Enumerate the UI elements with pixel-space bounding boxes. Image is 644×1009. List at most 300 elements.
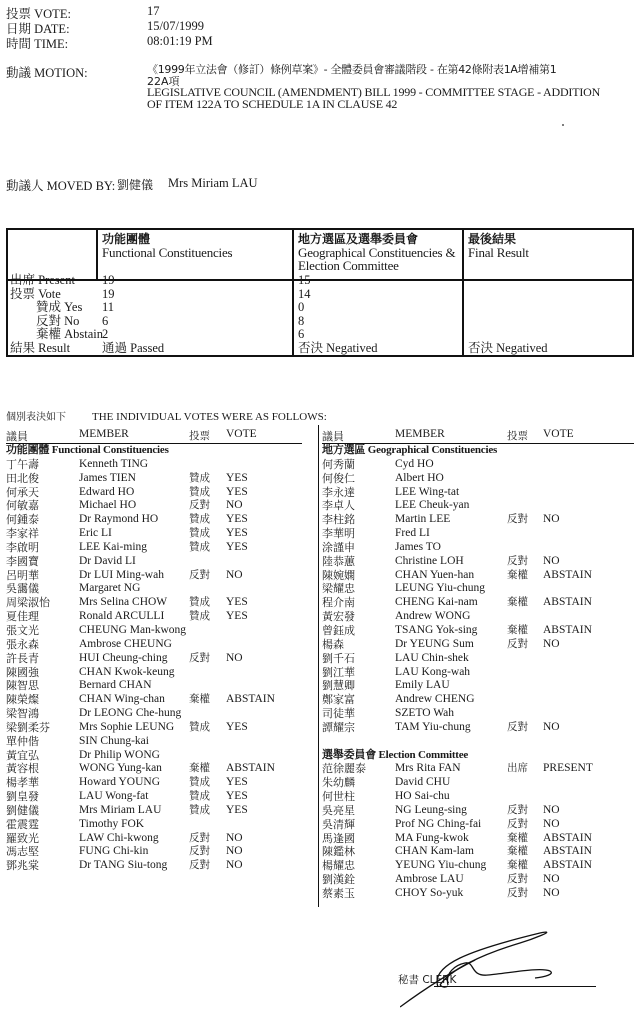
member-row <box>322 472 634 486</box>
member-name-en: Andrew CHENG <box>395 693 475 706</box>
member-name-zh: 何承天 <box>6 485 39 499</box>
vote-en: NO <box>543 873 560 886</box>
col-geographical-en2: Election Committee <box>298 258 399 273</box>
member-row <box>6 458 302 472</box>
vote-zh: 贊成 <box>189 776 210 789</box>
vote-zh: 反對 <box>507 873 528 886</box>
label-abstain: 棄權 Abstain <box>36 327 104 342</box>
vote-zh: 出席 <box>507 762 528 775</box>
member-row <box>322 707 634 721</box>
member-name-zh: 李卓人 <box>322 499 355 513</box>
member-name-en: Dr Philip WONG <box>79 748 160 761</box>
member-name-en: CHEUNG Man-kwong <box>79 623 187 636</box>
fc-vote: 19 <box>102 286 115 301</box>
member-name-zh: 羅致光 <box>6 831 39 845</box>
vote-zh: 反對 <box>507 887 528 899</box>
member-row <box>322 845 634 859</box>
fc-present: 19 <box>102 273 115 287</box>
member-name-zh: 曾鈺成 <box>322 623 355 637</box>
member-name-en: Ambrose CHEUNG <box>79 637 172 650</box>
member-name-zh: 呂明華 <box>6 568 39 582</box>
member-name-en: MA Fung-kwok <box>395 831 469 844</box>
member-name-zh: 陳鑑林 <box>322 845 355 859</box>
vote-en: YES <box>226 720 248 733</box>
member-name-zh: 何世柱 <box>322 790 355 804</box>
column-header <box>322 428 634 444</box>
member-row <box>6 624 302 638</box>
vote-en: PRESENT <box>543 762 593 775</box>
label-no: 反對 No <box>36 313 80 328</box>
col-geographical-zh: 地方選區及選舉委員會 <box>298 232 419 246</box>
summary-divider <box>462 230 464 355</box>
member-name-zh: 朱幼麟 <box>322 776 355 790</box>
member-row <box>6 527 302 541</box>
member-name-zh: 范徐麗泰 <box>322 762 366 776</box>
vote-zh: 棄權 <box>507 859 528 872</box>
vote-en: NO <box>543 803 560 816</box>
vote-en: YES <box>226 790 248 803</box>
member-name-en: LAU Kong-wah <box>395 665 471 678</box>
member-name-zh: 馮志堅 <box>6 845 39 859</box>
moved-by-en: Mrs Miriam LAU <box>168 176 258 190</box>
member-name-en: WONG Yung-kan <box>79 762 162 775</box>
member-name-zh: 劉江華 <box>322 665 355 679</box>
member-name-en: LEUNG Yiu-chung <box>395 582 485 595</box>
member-name-zh: 司徒華 <box>322 707 355 721</box>
fc-abstain: 2 <box>102 327 109 342</box>
vote-en-header: VOTE <box>226 428 257 440</box>
member-name-zh: 楊耀忠 <box>322 859 355 873</box>
member-row <box>322 527 634 541</box>
member-row <box>322 790 634 804</box>
geographical-column <box>322 428 634 901</box>
vote-en: ABSTAIN <box>226 762 275 775</box>
member-name-en: CHAN Wing-chan <box>79 693 165 706</box>
member-name-zh: 楊森 <box>322 637 344 651</box>
vote-en: NO <box>543 637 560 650</box>
member-name-en: Fred LI <box>395 527 430 540</box>
vote-zh: 反對 <box>507 720 528 733</box>
vote-en: NO <box>543 554 560 567</box>
member-row <box>6 762 302 776</box>
member-name-zh: 何鍾泰 <box>6 513 39 527</box>
time-label: 時間 TIME: <box>6 37 69 51</box>
motion-text <box>147 64 637 110</box>
vote-number: 17 <box>147 4 160 18</box>
vote-en: ABSTAIN <box>543 831 592 844</box>
member-row <box>6 804 302 818</box>
member-row <box>6 582 302 596</box>
member-name-zh: 張文光 <box>6 623 39 637</box>
member-name-en: HUI Cheung-ching <box>79 651 168 664</box>
member-en-header: MEMBER <box>79 428 129 440</box>
vote-en: YES <box>226 610 248 623</box>
vote-zh: 棄權 <box>507 596 528 609</box>
member-name-en: Eric LI <box>79 527 112 540</box>
member-row <box>6 610 302 624</box>
member-row <box>322 499 634 513</box>
member-name-en: Edward HO <box>79 485 135 498</box>
col-final <box>468 233 529 259</box>
member-name-en: Margaret NG <box>79 582 141 595</box>
member-name-zh: 楊孝華 <box>6 776 39 790</box>
vote-zh: 贊成 <box>189 596 210 609</box>
member-name-en: Mrs Selina CHOW <box>79 596 168 609</box>
motion-en-line1: LEGISLATIVE COUNCIL (AMENDMENT) BILL 1999 - COMMITTEE STAGE - ADDITION <box>147 85 601 99</box>
vote-zh: 贊成 <box>189 527 210 540</box>
group-heading-geographical: 地方選區 Geographical Constituencies <box>322 444 498 456</box>
member-name-zh: 程介南 <box>322 596 355 610</box>
vote-en: YES <box>226 776 248 789</box>
column-separator <box>318 425 319 907</box>
member-name-zh: 李柱銘 <box>322 513 355 527</box>
vote-zh: 反對 <box>189 651 210 664</box>
member-name-zh: 黃宏發 <box>322 610 355 624</box>
member-name-zh: 劉健儀 <box>6 803 39 817</box>
member-name-en: Timothy FOK <box>79 817 145 830</box>
gc-no: 8 <box>298 313 305 328</box>
vote-zh: 反對 <box>507 817 528 830</box>
member-row <box>322 832 634 846</box>
row-labels <box>10 274 103 356</box>
functional-column <box>6 428 302 873</box>
member-row <box>6 638 302 652</box>
member-name-en: HO Sai-chu <box>395 790 450 803</box>
member-row <box>6 693 302 707</box>
member-row <box>322 818 634 832</box>
member-name-en: SIN Chung-kai <box>79 734 149 747</box>
member-row <box>322 652 634 666</box>
member-name-zh: 何敏嘉 <box>6 499 39 513</box>
member-name-zh: 吳亮星 <box>322 803 355 817</box>
vote-en: ABSTAIN <box>226 693 275 706</box>
member-name-zh: 李國寶 <box>6 554 39 568</box>
member-row <box>322 679 634 693</box>
member-name-en: LAU Chin-shek <box>395 651 469 664</box>
member-name-zh: 黃容根 <box>6 762 39 776</box>
vote-zh: 反對 <box>189 859 210 872</box>
vote-zh: 反對 <box>507 637 528 650</box>
member-row <box>322 776 634 790</box>
member-name-zh: 陳婉嫻 <box>322 568 355 582</box>
date-value: 15/07/1999 <box>147 19 204 33</box>
individual-heading-en: THE INDIVIDUAL VOTES WERE AS FOLLOWS: <box>92 411 327 423</box>
vote-zh: 反對 <box>189 568 210 581</box>
date-label: 日期 DATE: <box>6 22 70 36</box>
member-row <box>322 762 634 776</box>
member-name-zh: 何秀蘭 <box>322 457 355 471</box>
vote-en: YES <box>226 596 248 609</box>
member-name-zh: 張永森 <box>6 637 39 651</box>
member-zh-header: 議員 <box>6 430 28 443</box>
vote-en: NO <box>543 513 560 526</box>
col-functional-en: Functional Constituencies <box>102 245 233 260</box>
vote-zh: 贊成 <box>189 513 210 526</box>
member-name-en: Dr LEONG Che-hung <box>79 707 182 720</box>
member-name-zh: 陳國強 <box>6 665 39 679</box>
member-name-en: Dr TANG Siu-tong <box>79 859 168 872</box>
member-row <box>322 859 634 873</box>
member-name-zh: 陳智思 <box>6 679 39 693</box>
member-name-zh: 周梁淑怡 <box>6 596 50 610</box>
member-name-en: Mrs Rita FAN <box>395 762 461 775</box>
member-name-en: FUNG Chi-kin <box>79 845 149 858</box>
vote-zh: 反對 <box>189 499 210 512</box>
vote-en: NO <box>226 845 243 858</box>
member-row <box>6 652 302 666</box>
vote-en: ABSTAIN <box>543 596 592 609</box>
motion-zh-line2: 22A項 <box>147 74 180 88</box>
scan-speck <box>562 124 564 126</box>
member-row <box>322 624 634 638</box>
vote-zh: 贊成 <box>189 803 210 816</box>
member-name-zh: 鄭家富 <box>322 693 355 707</box>
member-name-en: LEE Kai-ming <box>79 540 148 553</box>
member-name-en: Bernard CHAN <box>79 679 152 692</box>
member-name-en: TAM Yiu-chung <box>395 720 471 733</box>
member-row <box>6 735 302 749</box>
member-name-en: CHAN Yuen-han <box>395 568 475 581</box>
vote-en: NO <box>543 720 560 733</box>
vote-en: NO <box>226 651 243 664</box>
member-row <box>322 693 634 707</box>
member-name-zh: 霍震霆 <box>6 817 39 831</box>
time-value: 08:01:19 PM <box>147 34 213 48</box>
member-row <box>6 555 302 569</box>
member-en-header: MEMBER <box>395 428 445 440</box>
member-name-en: NG Leung-sing <box>395 803 467 816</box>
member-row <box>322 486 634 500</box>
vote-en: YES <box>226 471 248 484</box>
member-name-en: Dr LUI Ming-wah <box>79 568 164 581</box>
member-name-zh: 許長青 <box>6 651 39 665</box>
member-name-zh: 馬逢國 <box>322 831 355 845</box>
member-name-en: CHOY So-yuk <box>395 887 464 899</box>
member-row <box>6 569 302 583</box>
member-name-en: James TIEN <box>79 471 136 484</box>
vote-en: NO <box>226 831 243 844</box>
col-final-en: Final Result <box>468 245 529 260</box>
vote-zh: 反對 <box>507 554 528 567</box>
vote-en: ABSTAIN <box>543 845 592 858</box>
vote-zh: 贊成 <box>189 610 210 623</box>
gc-abstain: 6 <box>298 327 305 342</box>
member-row <box>6 666 302 680</box>
gc-present: 15 <box>298 273 311 287</box>
gc-result: 否決 Negatived <box>298 340 378 355</box>
member-row <box>322 541 634 555</box>
member-row <box>322 569 634 583</box>
member-name-zh: 丁午壽 <box>6 457 39 471</box>
vote-label: 投票 VOTE: <box>6 7 71 21</box>
vote-zh: 反對 <box>507 803 528 816</box>
member-row <box>6 776 302 790</box>
vote-zh: 贊成 <box>189 720 210 733</box>
summary-divider <box>292 230 294 355</box>
member-name-zh: 鄧兆棠 <box>6 859 39 873</box>
member-name-en: LAU Wong-fat <box>79 790 149 803</box>
member-row <box>322 582 634 596</box>
member-row <box>322 596 634 610</box>
member-name-zh: 李永達 <box>322 485 355 499</box>
member-row <box>322 873 634 887</box>
member-name-en: CHENG Kai-nam <box>395 596 478 609</box>
vote-zh: 贊成 <box>189 790 210 803</box>
vote-zh: 棄權 <box>189 693 210 706</box>
member-row <box>6 707 302 721</box>
member-zh-header: 議員 <box>322 430 344 443</box>
vote-zh: 棄權 <box>189 762 210 775</box>
member-name-en: CHAN Kwok-keung <box>79 665 175 678</box>
vote-zh: 棄權 <box>507 568 528 581</box>
member-name-zh: 田北俊 <box>6 471 39 485</box>
member-name-zh: 梁耀忠 <box>322 582 355 596</box>
member-row <box>6 541 302 555</box>
vote-zh: 反對 <box>189 845 210 858</box>
vote-zh-header: 投票 <box>507 430 528 442</box>
member-row <box>6 499 302 513</box>
member-name-zh: 夏佳理 <box>6 610 39 624</box>
member-row <box>6 721 302 735</box>
motion-en-line2: OF ITEM 122A TO SCHEDULE 1A IN CLAUSE 42 <box>147 96 398 111</box>
label-result: 結果 Result <box>10 340 71 355</box>
member-row <box>6 486 302 500</box>
vote-en: NO <box>543 817 560 830</box>
label-present: 出席 Present <box>10 273 75 287</box>
member-name-en: SZETO Wah <box>395 707 455 720</box>
member-row <box>6 596 302 610</box>
member-name-en: CHAN Kam-lam <box>395 845 474 858</box>
col-functional <box>102 233 232 259</box>
vote-en: NO <box>226 499 243 512</box>
vote-en: ABSTAIN <box>543 623 592 636</box>
functional-values <box>102 274 164 356</box>
member-name-en: LEE Wing-tat <box>395 485 460 498</box>
moved-by-label: 動議人 MOVED BY: <box>6 179 116 193</box>
member-name-en: Dr David LI <box>79 554 136 567</box>
vote-zh: 贊成 <box>189 485 210 498</box>
member-row <box>322 804 634 818</box>
vote-zh: 反對 <box>507 513 528 526</box>
individual-heading <box>6 408 327 423</box>
member-name-zh: 劉慧卿 <box>322 679 355 693</box>
member-name-en: Mrs Sophie LEUNG <box>79 720 175 733</box>
geographical-values <box>298 274 378 356</box>
member-row <box>322 887 634 901</box>
vote-en-header: VOTE <box>543 428 574 440</box>
member-name-en: LEE Cheuk-yan <box>395 499 470 512</box>
label-yes: 贊成 Yes <box>36 300 83 315</box>
fc-yes: 11 <box>102 300 115 315</box>
member-name-en: David CHU <box>395 776 451 789</box>
group-heading-election: 選舉委員會 Election Committee <box>322 748 469 761</box>
member-name-zh: 李家祥 <box>6 527 39 541</box>
member-name-en: Ronald ARCULLI <box>79 610 165 623</box>
member-row <box>6 859 302 873</box>
summary-divider <box>96 230 98 279</box>
member-name-en: James TO <box>395 540 441 553</box>
member-name-zh: 譚耀宗 <box>322 720 355 734</box>
label-vote: 投票 Vote <box>10 286 61 301</box>
clerk-label-text: 秘書 CLERK <box>398 974 457 986</box>
vote-en: NO <box>543 887 560 899</box>
member-name-zh: 梁智鴻 <box>6 707 39 721</box>
vote-zh: 贊成 <box>189 471 210 484</box>
member-row <box>6 749 302 763</box>
vote-en: YES <box>226 485 248 498</box>
vote-en: YES <box>226 803 248 816</box>
member-name-zh: 劉漢銓 <box>322 873 355 887</box>
member-name-en: Albert HO <box>395 471 444 484</box>
col-geographical <box>298 233 455 272</box>
vote-en: NO <box>226 859 243 872</box>
member-name-en: Howard YOUNG <box>79 776 161 789</box>
member-row <box>322 555 634 569</box>
member-name-zh: 陸恭蕙 <box>322 554 355 568</box>
member-name-zh: 李啟明 <box>6 540 39 554</box>
gc-vote: 14 <box>298 286 311 301</box>
member-name-zh: 何俊仁 <box>322 471 355 485</box>
member-name-en: Prof NG Ching-fai <box>395 817 482 830</box>
vote-zh: 棄權 <box>507 623 528 636</box>
vote-zh-header: 投票 <box>189 430 210 442</box>
member-row <box>6 832 302 846</box>
member-name-zh: 李華明 <box>322 527 355 541</box>
col-final-zh: 最後結果 <box>468 232 517 246</box>
member-name-en: TSANG Yok-sing <box>395 623 478 636</box>
member-name-en: Cyd HO <box>395 457 434 470</box>
member-name-en: Michael HO <box>79 499 137 512</box>
member-name-zh: 吳清輝 <box>322 817 355 831</box>
member-row <box>6 679 302 693</box>
member-row <box>6 818 302 832</box>
member-name-zh: 梁劉柔芬 <box>6 720 50 734</box>
fc-no: 6 <box>102 313 109 328</box>
column-header <box>6 428 302 444</box>
vote-en: ABSTAIN <box>543 859 592 872</box>
vote-en: YES <box>226 527 248 540</box>
member-row <box>6 790 302 804</box>
member-name-zh: 陳榮燦 <box>6 693 39 707</box>
member-name-en: Kenneth TING <box>79 457 149 470</box>
vote-zh: 棄權 <box>507 845 528 858</box>
col-geographical-en: Geographical Constituencies & <box>298 245 456 260</box>
vote-en: NO <box>226 568 243 581</box>
member-name-zh: 涂謹申 <box>322 540 355 554</box>
group-spacer <box>322 735 634 749</box>
member-name-en: Christine LOH <box>395 554 464 567</box>
member-row <box>322 721 634 735</box>
member-name-en: LAW Chi-kwong <box>79 831 159 844</box>
summary-table <box>6 228 634 357</box>
member-name-en: Dr YEUNG Sum <box>395 637 474 650</box>
member-row <box>322 666 634 680</box>
member-name-zh: 單仲偕 <box>6 734 39 748</box>
vote-zh: 反對 <box>189 831 210 844</box>
member-name-zh: 劉皇發 <box>6 790 39 804</box>
member-row <box>6 513 302 527</box>
signature-icon <box>400 925 600 1009</box>
member-name-en: Andrew WONG <box>395 610 471 623</box>
member-name-en: YEUNG Yiu-chung <box>395 859 487 872</box>
fc-result: 通過 Passed <box>102 340 165 355</box>
vote-en: YES <box>226 513 248 526</box>
individual-heading-zh: 個別表決如下 <box>6 412 66 423</box>
vote-zh: 贊成 <box>189 540 210 553</box>
member-row <box>322 610 634 624</box>
member-row <box>322 638 634 652</box>
member-name-zh: 黃宜弘 <box>6 748 39 762</box>
